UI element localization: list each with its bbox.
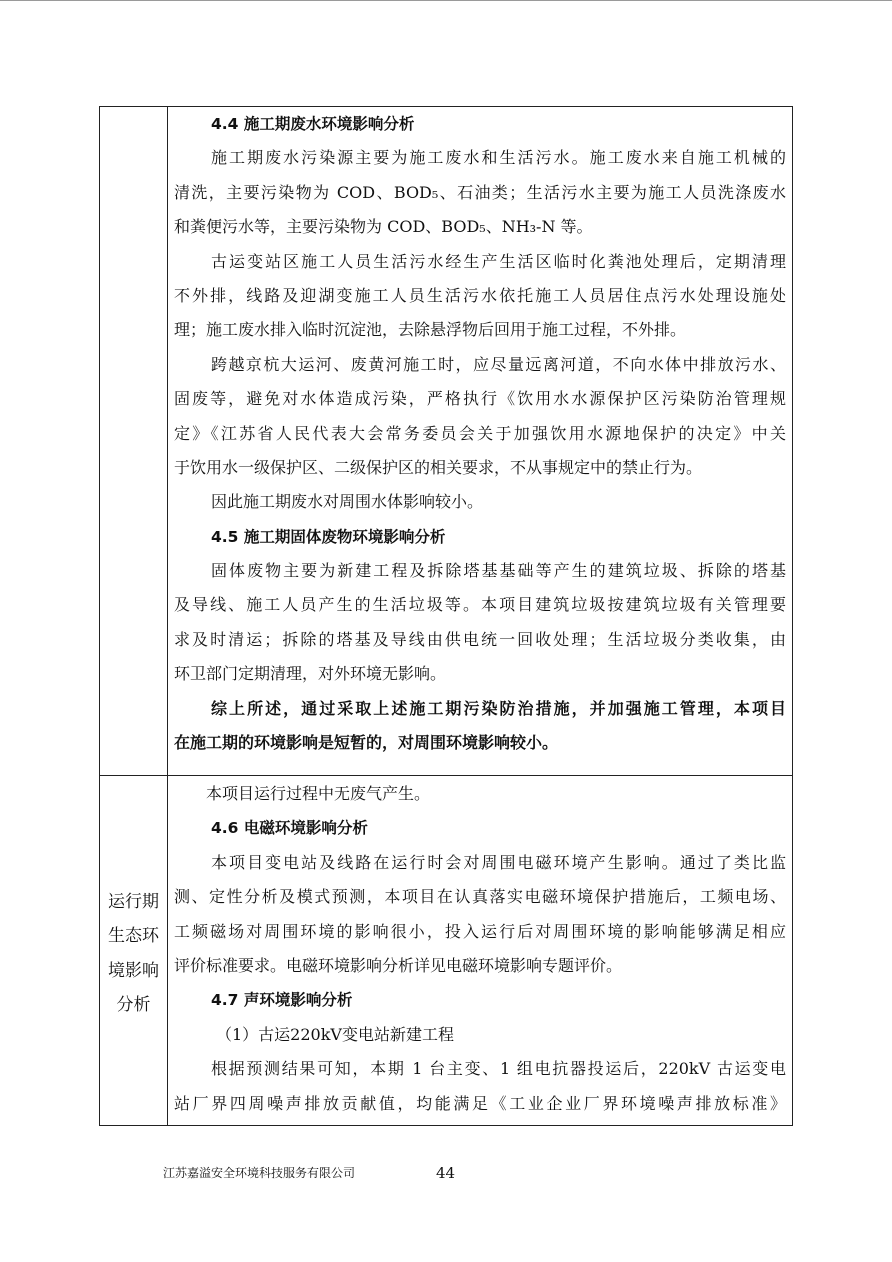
section-heading-4-7: 4.7 声环境影响分析 <box>211 991 353 1010</box>
paragraph-line: 根据预测结果可知，本期 1 台主变、1 组电抗器投运后，220kV 古运变电 <box>211 1059 786 1079</box>
paragraph-line: 固体废物主要为新建工程及拆除塔基基础等产生的建筑垃圾、拆除的塔基 <box>211 561 786 581</box>
operation-period-label <box>100 885 167 1023</box>
summary-line: 在施工期的环境影响是短暂的，对周围环境影响较小。 <box>174 733 559 753</box>
paragraph-line: 本项目运行过程中无废气产生。 <box>206 784 431 803</box>
section-heading-4-5: 4.5 施工期固体废物环境影响分析 <box>211 527 446 546</box>
paragraph-line: 清洗，主要污染物为 COD、BOD₅、石油类；生活污水主要为施工人员洗涤废水 <box>174 182 786 202</box>
subsection-title: （1）古运220kV变电站新建工程 <box>216 1024 454 1044</box>
page-top-rule <box>0 0 892 1</box>
paragraph-line: 固废等，避免对水体造成污染，严格执行《饮用水水源保护区污染防治管理规 <box>174 389 786 409</box>
paragraph-line: 定》《江苏省人民代表大会常务委员会关于加强饮用水源地保护的决定》中关 <box>174 423 786 443</box>
assessment-table <box>99 106 793 1126</box>
label-line: 运行期 <box>108 892 159 912</box>
paragraph-line: 工频磁场对周围环境的影响很小，投入运行后对周围环境的影响能够满足相应 <box>174 921 786 941</box>
paragraph-line: 测、定性分析及模式预测，本项目在认真落实电磁环境保护措施后，工频电场、 <box>174 887 786 907</box>
paragraph-line: 施工期废水污染源主要为施工废水和生活污水。施工废水来自施工机械的 <box>211 148 786 168</box>
paragraph-line: 环卫部门定期清理，对外环境无影响。 <box>174 664 447 684</box>
table-row-divider <box>100 775 792 776</box>
summary-line: 综上所述，通过采取上述施工期污染防治措施，并加强施工管理，本项目 <box>211 698 786 718</box>
footer-company-name: 江苏嘉溢安全环境科技服务有限公司 <box>163 1166 356 1180</box>
paragraph-line: 求及时清运；拆除的塔基及导线由供电统一回收处理；生活垃圾分类收集，由 <box>174 629 786 649</box>
label-line: 境影响 <box>108 960 159 981</box>
paragraph-line: 站厂界四周噪声排放贡献值，均能满足《工业企业厂界环境噪声排放标准》 <box>174 1093 786 1113</box>
page-number: 44 <box>436 1164 456 1182</box>
paragraph-line: 和粪便污水等，主要污染物为 COD、BOD₅、NH₃-N 等。 <box>174 217 593 237</box>
paragraph-line: 本项目变电站及线路在运行时会对周围电磁环境产生影响。通过了类比监 <box>211 852 786 872</box>
paragraph-line: 评价标准要求。电磁环境影响分析详见电磁环境影响专题评价。 <box>174 955 623 975</box>
section-heading-4-4: 4.4 施工期废水环境影响分析 <box>211 115 415 133</box>
paragraph-line: 及导线、施工人员产生的生活垃圾等。本项目建筑垃圾按建筑垃圾有关管理要 <box>174 595 786 615</box>
table-column-divider <box>167 107 168 1125</box>
paragraph-line: 理；施工废水排入临时沉淀池，去除悬浮物后回用于施工过程，不外排。 <box>174 320 687 340</box>
paragraph-line: 古运变站区施工人员生活污水经生产生活区临时化粪池处理后，定期清理 <box>211 251 786 271</box>
section-heading-4-6: 4.6 电磁环境影响分析 <box>211 819 368 838</box>
paragraph-line: 跨越京杭大运河、废黄河施工时，应尽量远离河道，不向水体中排放污水、 <box>211 354 786 374</box>
paragraph-line: 不外排，线路及迎湖变施工人员生活污水依托施工人员居住点污水处理设施处 <box>174 285 786 305</box>
label-line: 生态环 <box>108 926 159 947</box>
paragraph-line: 因此施工期废水对周围水体影响较小。 <box>211 492 484 512</box>
construction-period-cell <box>174 107 786 760</box>
label-line: 分析 <box>116 995 151 1016</box>
paragraph-line: 于饮用水一级保护区、二级保护区的相关要求，不从事规定中的禁止行为。 <box>174 457 703 477</box>
operation-period-cell <box>174 777 786 1121</box>
